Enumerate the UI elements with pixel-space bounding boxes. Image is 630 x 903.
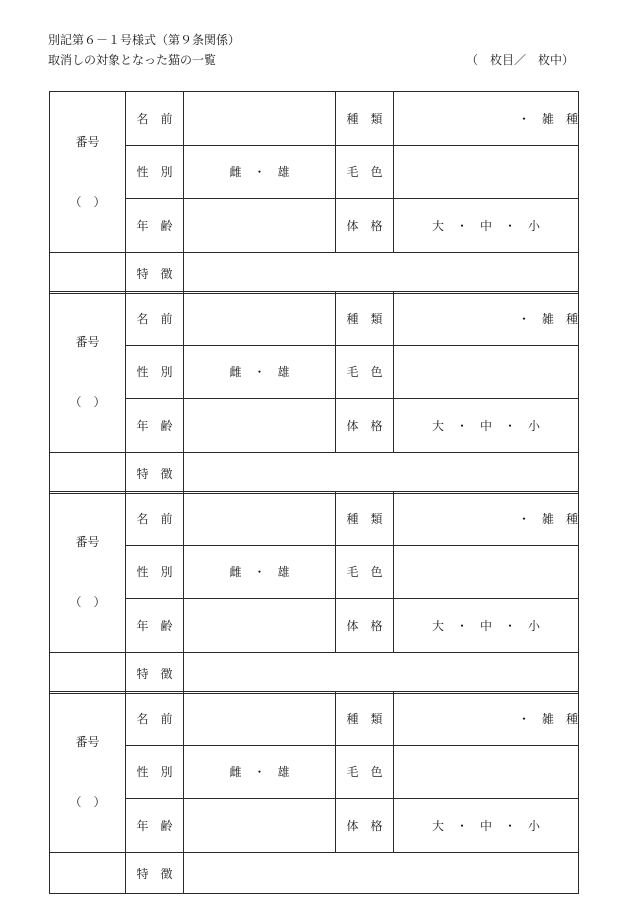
sex-field[interactable]: 雌 ・ 雄: [184, 345, 336, 399]
age-label: 年 齢: [126, 199, 184, 253]
features-label: 特 徴: [126, 853, 184, 894]
build-field[interactable]: 大 ・ 中 ・ 小: [394, 199, 579, 253]
color-label: 毛 色: [336, 145, 394, 199]
sex-label: 性 別: [126, 345, 184, 399]
number-cell-empty: [50, 253, 126, 294]
sex-field[interactable]: 雌 ・ 雄: [184, 545, 336, 599]
number-cell: [50, 92, 126, 253]
number-label: 番号: [75, 135, 100, 149]
age-field[interactable]: [184, 599, 336, 653]
age-field[interactable]: [184, 799, 336, 853]
type-label: 種 類: [336, 692, 394, 746]
name-field[interactable]: [184, 292, 336, 346]
color-label: 毛 色: [336, 345, 394, 399]
color-label: 毛 色: [336, 545, 394, 599]
number-value: （ ）: [69, 795, 106, 809]
number-cell: [50, 292, 126, 453]
age-label: 年 齢: [126, 599, 184, 653]
age-label: 年 齢: [126, 399, 184, 453]
name-label: 名 前: [126, 292, 184, 346]
cat-record-table: [49, 691, 579, 894]
features-field[interactable]: [184, 453, 579, 494]
number-value: （ ）: [69, 195, 106, 209]
name-label: 名 前: [126, 692, 184, 746]
type-label: 種 類: [336, 92, 394, 146]
name-label: 名 前: [126, 492, 184, 546]
name-field[interactable]: [184, 92, 336, 146]
type-field[interactable]: ・ 雑 種: [394, 292, 579, 346]
features-field[interactable]: [184, 653, 579, 694]
sex-label: 性 別: [126, 745, 184, 799]
color-field[interactable]: [394, 545, 579, 599]
sex-field[interactable]: 雌 ・ 雄: [184, 745, 336, 799]
cat-record-table: [49, 291, 579, 494]
number-cell: [50, 692, 126, 853]
build-label: 体 格: [336, 799, 394, 853]
features-field[interactable]: [184, 853, 579, 894]
age-field[interactable]: [184, 199, 336, 253]
color-label: 毛 色: [336, 745, 394, 799]
age-field[interactable]: [184, 399, 336, 453]
number-cell-empty: [50, 653, 126, 694]
features-label: 特 徴: [126, 653, 184, 694]
number-label: 番号: [75, 735, 100, 749]
features-label: 特 徴: [126, 253, 184, 294]
type-label: 種 類: [336, 292, 394, 346]
color-field[interactable]: [394, 345, 579, 399]
sex-label: 性 別: [126, 545, 184, 599]
build-label: 体 格: [336, 399, 394, 453]
type-field[interactable]: ・ 雑 種: [394, 492, 579, 546]
name-field[interactable]: [184, 492, 336, 546]
type-field[interactable]: ・ 雑 種: [394, 92, 579, 146]
type-label: 種 類: [336, 492, 394, 546]
features-label: 特 徴: [126, 453, 184, 494]
page-count: （ 枚目／ 枚中）: [466, 53, 575, 67]
age-label: 年 齢: [126, 799, 184, 853]
build-field[interactable]: 大 ・ 中 ・ 小: [394, 599, 579, 653]
form-title: 取消しの対象となった猫の一覧: [48, 53, 217, 67]
number-label: 番号: [75, 335, 100, 349]
sex-label: 性 別: [126, 145, 184, 199]
number-cell: [50, 492, 126, 653]
color-field[interactable]: [394, 145, 579, 199]
number-value: （ ）: [69, 395, 106, 409]
name-label: 名 前: [126, 92, 184, 146]
build-field[interactable]: 大 ・ 中 ・ 小: [394, 399, 579, 453]
sex-field[interactable]: 雌 ・ 雄: [184, 145, 336, 199]
number-cell-empty: [50, 453, 126, 494]
color-field[interactable]: [394, 745, 579, 799]
build-label: 体 格: [336, 199, 394, 253]
build-label: 体 格: [336, 599, 394, 653]
number-value: （ ）: [69, 595, 106, 609]
cat-record-table: [49, 491, 579, 694]
build-field[interactable]: 大 ・ 中 ・ 小: [394, 799, 579, 853]
number-label: 番号: [75, 535, 100, 549]
type-field[interactable]: ・ 雑 種: [394, 692, 579, 746]
form-reference: 別記第６－１号様式（第９条関係）: [48, 33, 241, 47]
cat-record-table: [49, 91, 579, 294]
name-field[interactable]: [184, 692, 336, 746]
features-field[interactable]: [184, 253, 579, 294]
number-cell-empty: [50, 853, 126, 894]
